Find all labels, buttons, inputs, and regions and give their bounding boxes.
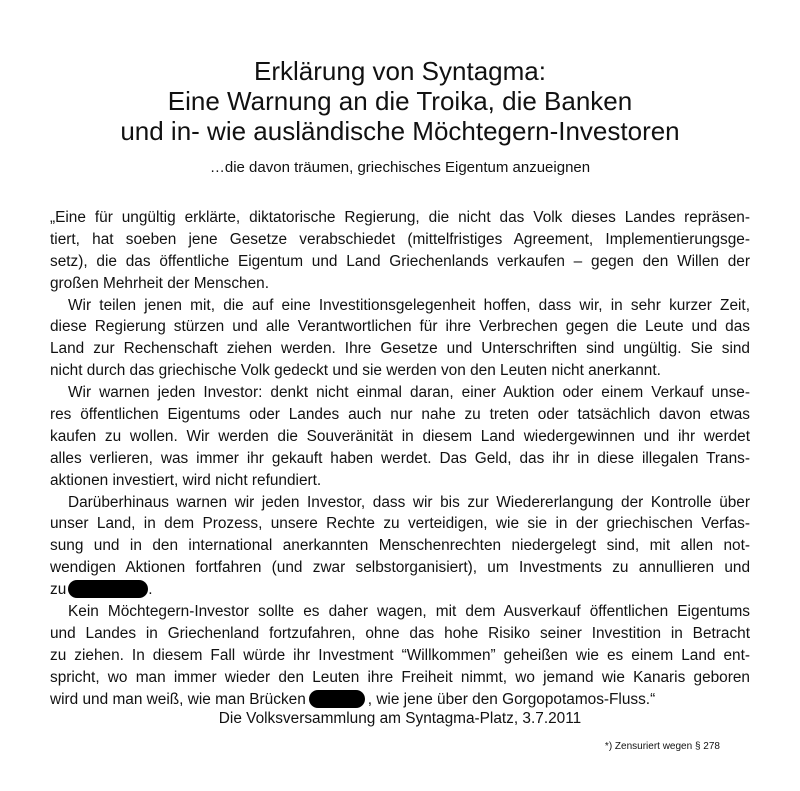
body-line-redacted xyxy=(50,579,750,601)
document-body xyxy=(50,207,750,710)
document-subtitle: …die davon träumen, griechisches Eigentum anzueignen xyxy=(209,159,591,176)
body-line: res öffentlichen Eigentums oder Landes auch nur nahe zu treten oder tatsächlich davon etwas xyxy=(50,406,750,424)
title-line-2: Eine Warnung an die Troika, die Banken xyxy=(167,86,633,116)
redaction-mark xyxy=(68,580,148,598)
title-line-1: Erklärung von Syntagma: xyxy=(254,56,546,86)
title-line-3: und in- wie ausländische Möchtegern-Investoren xyxy=(120,116,680,146)
body-line-redacted xyxy=(50,689,750,711)
body-line: Land zur Rechenschaft ziehen werden. Ihre Gesetze und Unterschriften sind ungültig. Sie sind xyxy=(50,340,750,358)
body-line: diese Regierung stürzen und alle Verantwortlichen für ihre Verbrechen gegen die Leute und das xyxy=(50,318,750,336)
body-line: spricht, wo man immer wieder den Leuten ihre Freiheit nimmt, wo jemand wie Kanaris geboren xyxy=(50,668,750,686)
body-line: setz), die das öffentliche Eigentum und Land Griechenlands verkaufen – gegen den Willen der xyxy=(50,252,750,270)
redaction-mark xyxy=(309,690,365,708)
body-line: Darüberhinaus warnen wir jeden Investor, dass wir bis zur Wiedererlangung der Kontrolle über xyxy=(68,493,750,511)
body-line: Wir warnen jeden Investor: denkt nicht einmal daran, einer Auktion oder einem Verkauf unse- xyxy=(68,384,750,402)
body-text-fragment: . xyxy=(148,581,153,599)
body-line: kaufen zu wollen. Wir werden die Souveränität in diesem Land wiedergewinnen und ihr werdet xyxy=(50,427,750,445)
body-line: großen Mehrheit der Menschen. xyxy=(50,274,270,292)
body-line: zu ziehen. In diesem Fall würde ihr Investment “Willkommen” geheißen wie es einem Land ent- xyxy=(50,646,750,664)
body-line: Wir teilen jenen mit, die auf eine Investitionsgelegenheit hoffen, dass wir, in sehr kurzer Zeit, xyxy=(68,296,750,314)
body-line: sung und in den international anerkannten Menschenrechten niedergelegt sind, mit allen not- xyxy=(50,537,750,555)
body-line: alles verlieren, was immer ihr gekauft haben werdet. Das Geld, das ihr in diese illegalen Trans- xyxy=(50,449,750,467)
body-line: und Landes in Griechenland fortzufahren, ohne das hohe Risiko seiner Investition in Betracht xyxy=(50,624,750,642)
body-line: wendigen Aktionen fortfahren (und zwar selbstorganisiert), um Investments zu annullieren und xyxy=(50,559,750,577)
body-text-fragment: zu xyxy=(50,581,67,599)
body-line: Kein Möchtegern-Investor sollte es daher wagen, mit dem Ausverkauf öffentlichen Eigentums xyxy=(68,603,750,621)
body-line: unser Land, in dem Prozess, unsere Rechte zu verteidigen, wie sie in der griechischen Verfas- xyxy=(50,515,750,533)
document-title xyxy=(0,56,800,146)
body-line: aktionen investiert, wird nicht refundiert. xyxy=(50,471,322,489)
body-line: tiert, hat soeben jene Gesetze verabschiedet (mittelfristiges Agreement, Implementierungsge- xyxy=(50,230,750,248)
body-text-fragment: wird und man weiß, wie man Brücken xyxy=(50,690,306,708)
body-text-fragment: , wie jene über den Gorgopotamos-Fluss.“ xyxy=(367,690,656,708)
footnote: *) Zensuriert wegen § 278 xyxy=(604,741,720,752)
body-line: „Eine für ungültig erklärte, diktatorische Regierung, die nicht das Volk dieses Landes repräsen- xyxy=(50,209,750,226)
signature-line: Die Volksversammlung am Syntagma-Platz, 3.7.2011 xyxy=(218,710,582,727)
body-line: nicht durch das griechische Volk gedeckt und sie werden von den Leuten nicht anerkannt. xyxy=(50,362,661,380)
